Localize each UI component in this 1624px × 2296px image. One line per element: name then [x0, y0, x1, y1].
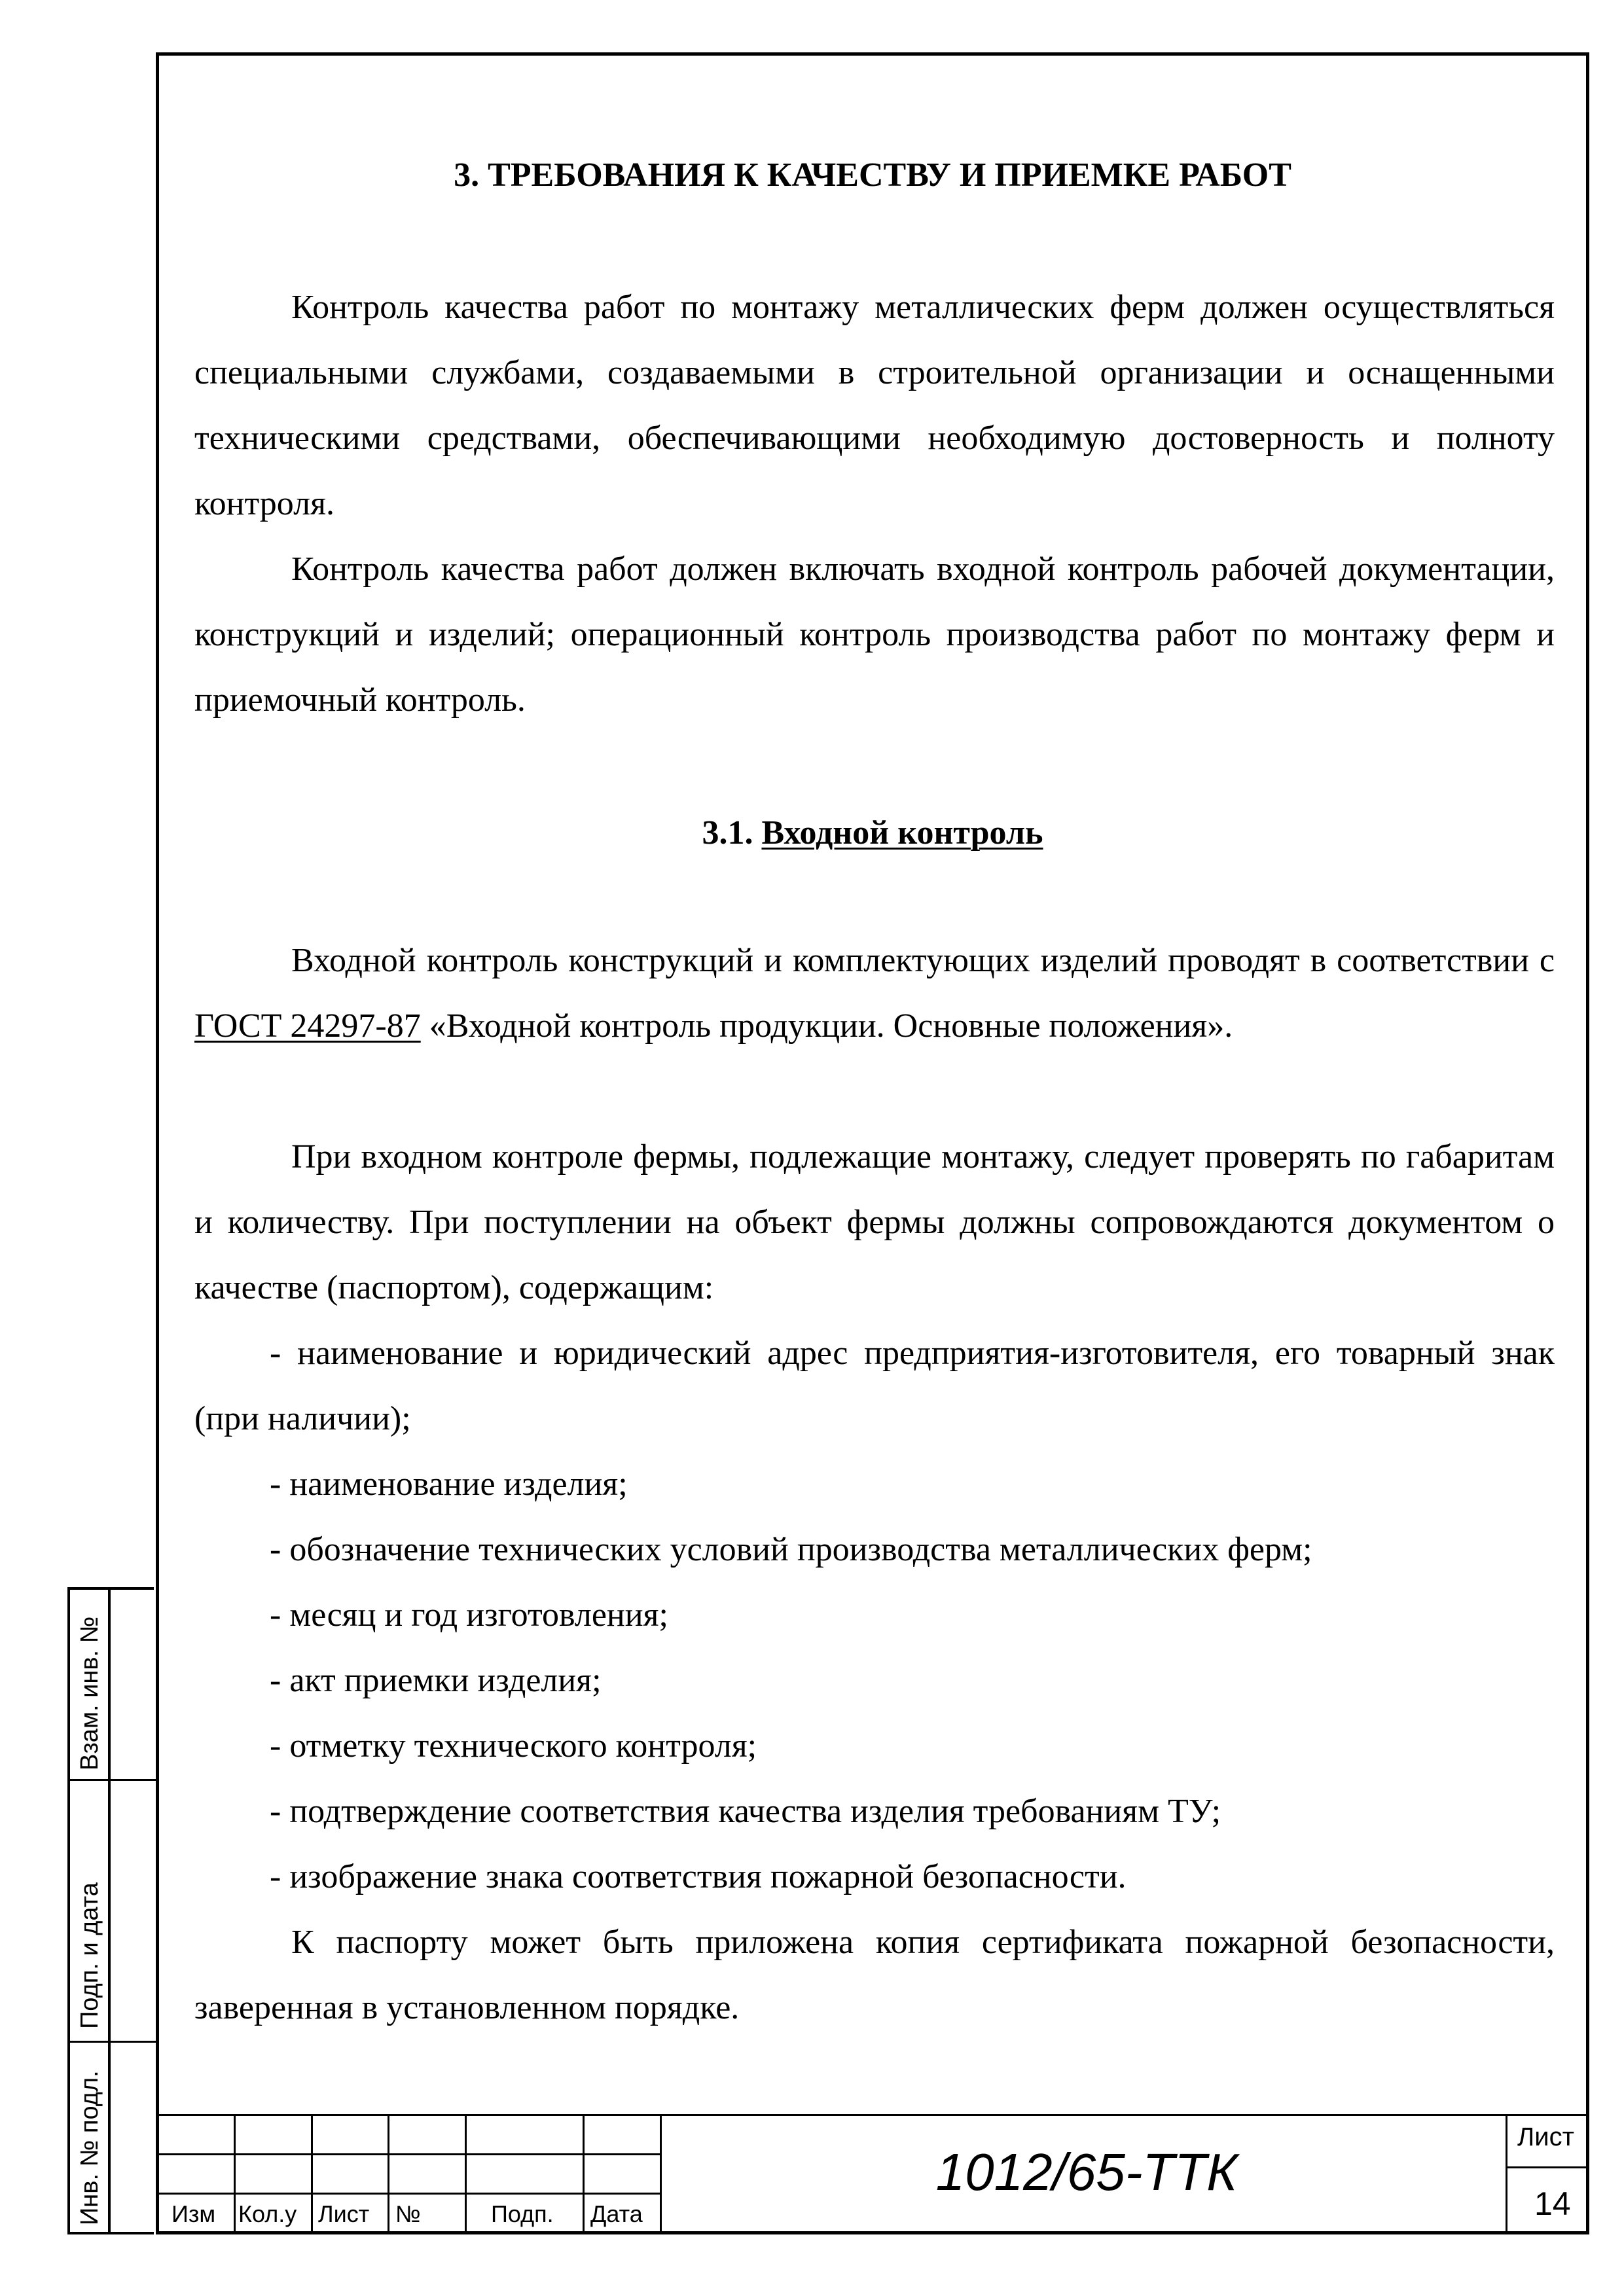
title-block-top-line — [156, 2114, 1589, 2116]
col-data: Дата — [590, 2200, 643, 2227]
paragraph-3 — [194, 928, 1555, 1059]
list-item: - акт приемки изделия; — [270, 1662, 602, 1699]
paragraph-4: При входном контроле фермы, подлежащие монтажу, следует проверять по габаритам и количеству. При поступлении на объект фермы должны сопровождаются документом о качестве (паспортом), содержащим: — [194, 1138, 1555, 1306]
title-block-col-line — [234, 2114, 236, 2234]
title-block-col-line — [465, 2114, 467, 2234]
paragraph-3-text: Входной контроль конструкций и комплектующих изделий проводят в соответствии с — [291, 942, 1555, 979]
side-divider — [67, 2041, 156, 2043]
list-item: - наименование и юридический адрес предприятия-изготовителя, его товарный знак (при наличии); — [194, 1335, 1555, 1437]
col-number: № — [395, 2200, 421, 2227]
side-label-podp: Подп. и дата — [76, 1882, 103, 2029]
subsection-number: 3.1. — [702, 814, 753, 852]
list-item: - подтверждение соответствия качества изделия требованиям ТУ; — [270, 1793, 1221, 1830]
document-code: 1012/65-ТТК — [935, 2143, 1238, 2201]
col-izm: Изм — [171, 2200, 216, 2227]
paragraph-2: Контроль качества работ должен включать входной контроль рабочей документации, конструкций и изделий; операционный контроль производства работ по монтажу ферм и приемочный контроль. — [194, 550, 1555, 719]
list-item: - месяц и год изготовления; — [270, 1596, 668, 1634]
gost-link[interactable]: ГОСТ 24297-87 — [194, 1007, 421, 1045]
col-podp: Подп. — [491, 2200, 554, 2227]
paragraph-3-tail: «Входной контроль продукции. Основные положения». — [420, 1007, 1233, 1045]
section-heading: 3. ТРЕБОВАНИЯ К КАЧЕСТВУ И ПРИЕМКЕ РАБОТ — [454, 156, 1291, 194]
subsection-heading — [156, 814, 1589, 852]
side-label-inv: Инв. № подл. — [76, 2070, 103, 2225]
col-kol: Кол.у — [238, 2200, 297, 2227]
paragraph-5: К паспорту может быть приложена копия сертификата пожарной безопасности, заверенная в установленном порядке. — [194, 1924, 1555, 2026]
list-item: - обозначение технических условий производства металлических ферм; — [270, 1531, 1312, 1568]
list-item: - отметку технического контроля; — [270, 1727, 757, 1765]
paragraph-1: Контроль качества работ по монтажу металлических ферм должен осуществляться специальными службами, создаваемыми в строительной организации и оснащенными техническими средствами, обеспечивающими необходимую достоверность и полноту контроля. — [194, 289, 1555, 522]
list-item: - изображение знака соответствия пожарной безопасности. — [270, 1858, 1127, 1895]
sheet-number: 14 — [1534, 2185, 1571, 2222]
title-block-col-line — [311, 2114, 313, 2234]
title-block-row-line — [156, 2193, 661, 2195]
sheet-label: Лист — [1517, 2123, 1574, 2151]
title-block-col-line — [583, 2114, 585, 2234]
title-block-col-line — [388, 2114, 389, 2234]
title-block-sheet-line — [1506, 2166, 1589, 2168]
side-divider — [67, 1779, 156, 1781]
subsection-title: Входной контроль — [761, 814, 1043, 852]
col-list: Лист — [318, 2200, 370, 2227]
side-label-vzam: Взам. инв. № — [76, 1616, 103, 1770]
title-block-row-line — [156, 2153, 661, 2155]
list-item: - наименование изделия; — [270, 1465, 628, 1503]
